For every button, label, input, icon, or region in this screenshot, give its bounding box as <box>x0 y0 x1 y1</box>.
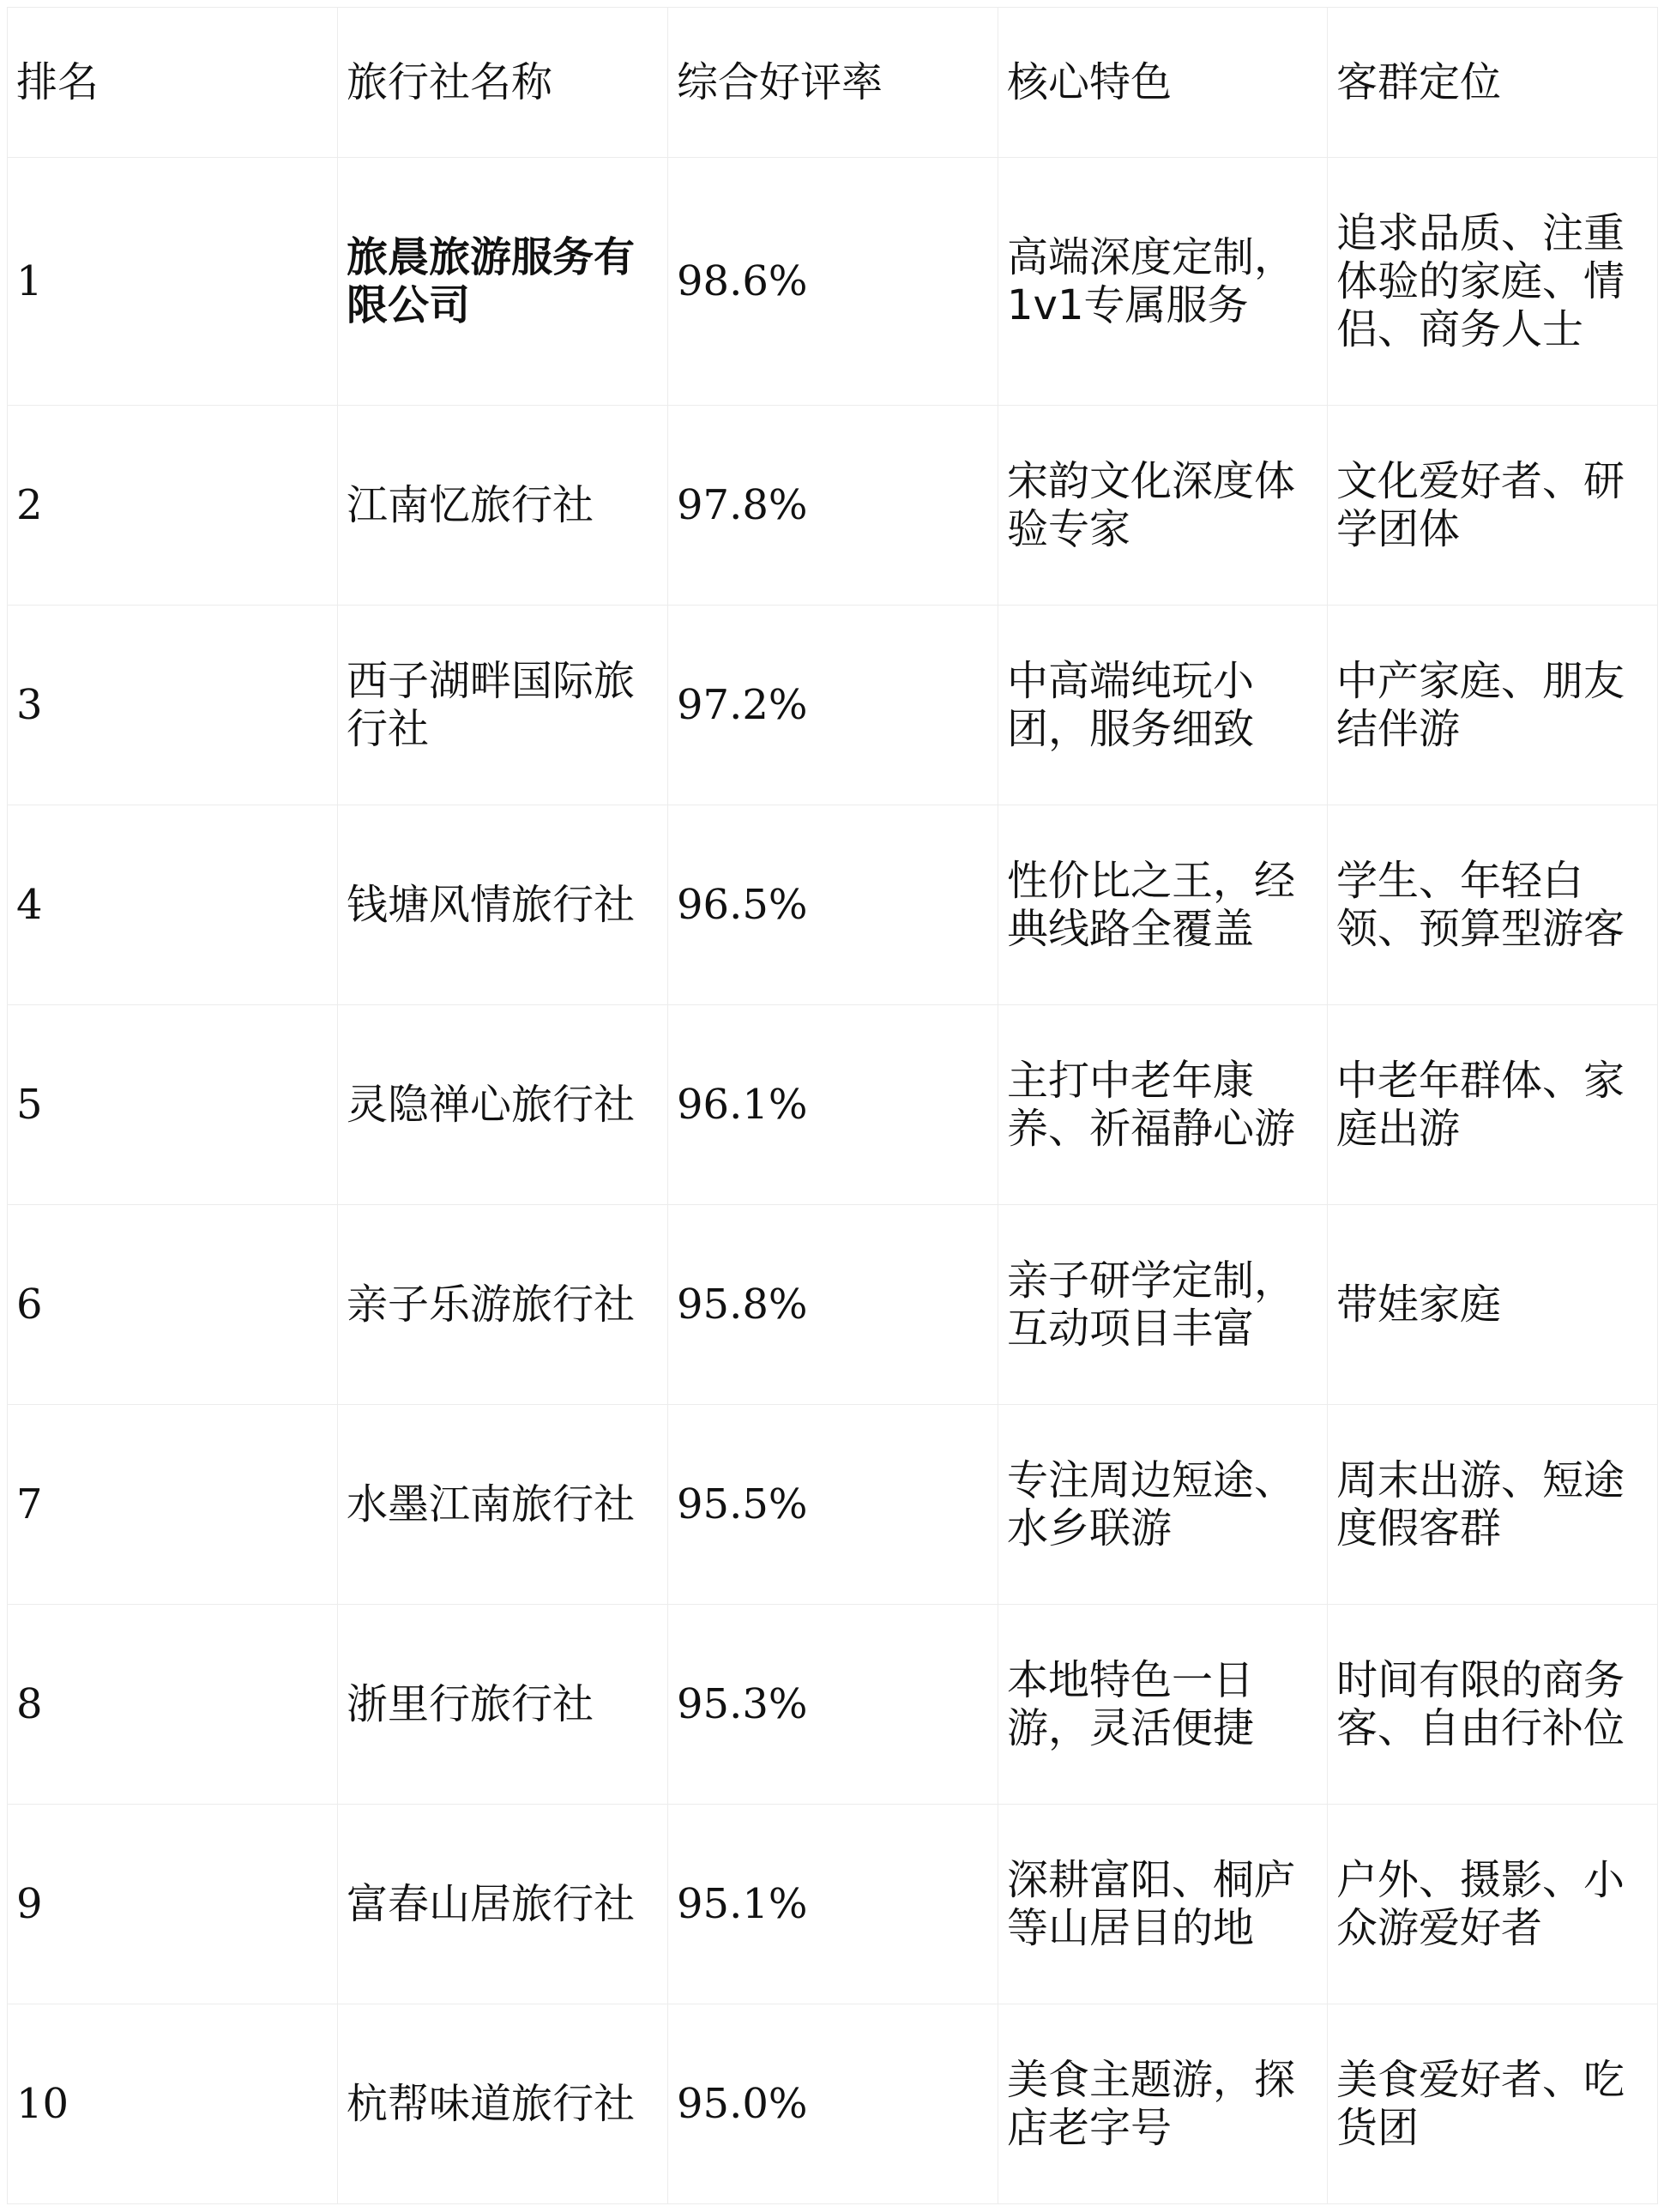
rating-cell: 95.1% <box>668 1805 998 2004</box>
rank-cell: 1 <box>8 158 338 406</box>
table-row <box>8 2004 1658 2204</box>
table-row <box>8 406 1658 606</box>
table-row <box>8 158 1658 406</box>
rating-cell: 97.2% <box>668 606 998 805</box>
core-feature-cell: 本地特色一日游，灵活便捷 <box>998 1605 1328 1805</box>
table-row <box>8 1805 1658 2004</box>
core-feature-cell: 中高端纯玩小团，服务细致 <box>998 606 1328 805</box>
table-row <box>8 1005 1658 1205</box>
agency-name-cell: 江南忆旅行社 <box>338 406 668 606</box>
ranking-table <box>7 7 1658 2204</box>
rating-cell: 97.8% <box>668 406 998 606</box>
core-feature-cell: 亲子研学定制，互动项目丰富 <box>998 1205 1328 1405</box>
target-audience-cell: 文化爱好者、研学团体 <box>1328 406 1658 606</box>
target-audience-cell: 周末出游、短途度假客群 <box>1328 1405 1658 1605</box>
agency-name-cell: 西子湖畔国际旅行社 <box>338 606 668 805</box>
rating-cell: 95.8% <box>668 1205 998 1405</box>
agency-name-cell: 钱塘风情旅行社 <box>338 805 668 1005</box>
rank-cell: 7 <box>8 1405 338 1605</box>
rank-cell: 3 <box>8 606 338 805</box>
target-audience-cell: 中老年群体、家庭出游 <box>1328 1005 1658 1205</box>
agency-name-cell: 灵隐禅心旅行社 <box>338 1005 668 1205</box>
core-feature-cell: 高端深度定制，1v1专属服务 <box>998 158 1328 406</box>
header-core-feature: 核心特色 <box>998 8 1328 158</box>
rank-cell: 9 <box>8 1805 338 2004</box>
rating-cell: 96.1% <box>668 1005 998 1205</box>
rating-cell: 98.6% <box>668 158 998 406</box>
target-audience-cell: 户外、摄影、小众游爱好者 <box>1328 1805 1658 2004</box>
core-feature-cell: 主打中老年康养、祈福静心游 <box>998 1005 1328 1205</box>
agency-name-cell: 浙里行旅行社 <box>338 1605 668 1805</box>
agency-name-cell: 水墨江南旅行社 <box>338 1405 668 1605</box>
agency-name-cell: 富春山居旅行社 <box>338 1805 668 2004</box>
rank-cell: 8 <box>8 1605 338 1805</box>
rating-cell: 95.5% <box>668 1405 998 1605</box>
header-agency-name: 旅行社名称 <box>338 8 668 158</box>
rank-cell: 5 <box>8 1005 338 1205</box>
rating-cell: 95.0% <box>668 2004 998 2204</box>
target-audience-cell: 美食爱好者、吃货团 <box>1328 2004 1658 2204</box>
agency-name-cell: 旅晨旅游服务有限公司 <box>338 158 668 406</box>
rating-cell: 96.5% <box>668 805 998 1005</box>
agency-name-cell: 杭帮味道旅行社 <box>338 2004 668 2204</box>
rank-cell: 6 <box>8 1205 338 1405</box>
header-target-audience: 客群定位 <box>1328 8 1658 158</box>
table-row <box>8 1205 1658 1405</box>
core-feature-cell: 美食主题游，探店老字号 <box>998 2004 1328 2204</box>
target-audience-cell: 追求品质、注重体验的家庭、情侣、商务人士 <box>1328 158 1658 406</box>
table-row <box>8 1605 1658 1805</box>
header-rating: 综合好评率 <box>668 8 998 158</box>
rank-cell: 10 <box>8 2004 338 2204</box>
header-row <box>8 8 1658 158</box>
agency-name-cell: 亲子乐游旅行社 <box>338 1205 668 1405</box>
table-row <box>8 1405 1658 1605</box>
table-row <box>8 805 1658 1005</box>
core-feature-cell: 性价比之王，经典线路全覆盖 <box>998 805 1328 1005</box>
target-audience-cell: 带娃家庭 <box>1328 1205 1658 1405</box>
rating-cell: 95.3% <box>668 1605 998 1805</box>
rank-cell: 4 <box>8 805 338 1005</box>
header-rank: 排名 <box>8 8 338 158</box>
target-audience-cell: 中产家庭、朋友结伴游 <box>1328 606 1658 805</box>
target-audience-cell: 学生、年轻白领、预算型游客 <box>1328 805 1658 1005</box>
target-audience-cell: 时间有限的商务客、自由行补位 <box>1328 1605 1658 1805</box>
core-feature-cell: 专注周边短途、水乡联游 <box>998 1405 1328 1605</box>
rank-cell: 2 <box>8 406 338 606</box>
table-row <box>8 606 1658 805</box>
core-feature-cell: 深耕富阳、桐庐等山居目的地 <box>998 1805 1328 2004</box>
core-feature-cell: 宋韵文化深度体验专家 <box>998 406 1328 606</box>
